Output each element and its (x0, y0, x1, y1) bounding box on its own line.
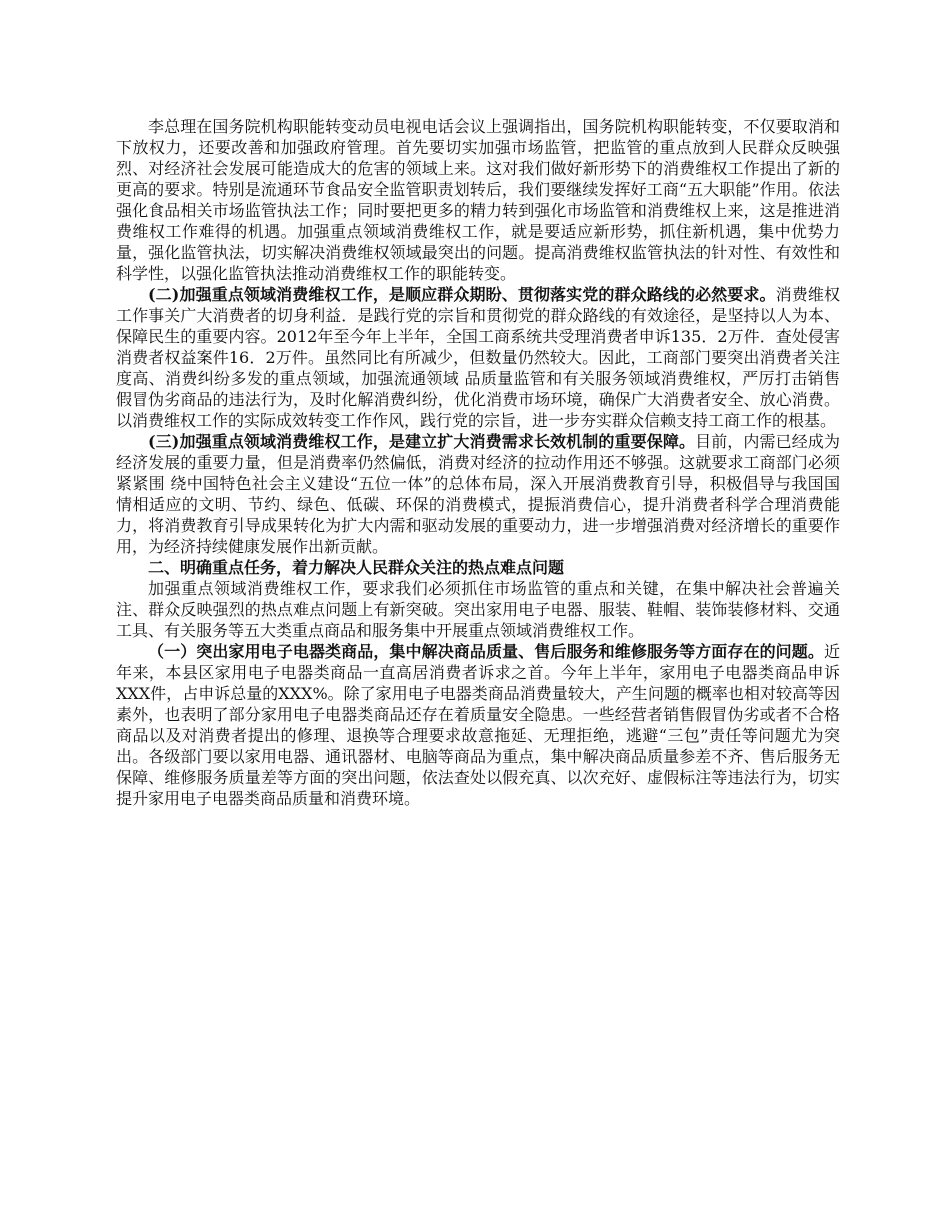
paragraph-body: 近年来，本县区家用电子电器类商品一直高居消费者诉求之首。今年上半年，家用电子电器类商品申诉XXX件，占申诉总量的XXX%。除了家用电子电器类商品消费量较大，产生问题的概率也相对较高等因素外，也表明了部分家用电子电器类商品还存在着质量安全隐患。一些经营者销售假冒伪劣或者不合格商品以及对消费者提出的修理、退换等合理要求故意拖延、无理拒绝，逃避“三包”责任等问题尤为突出。各级部门要以家用电器、通讯器材、电脑等商品为重点，集中解决商品质量参差不齐、售后服务无保障、维修服务质量差等方面的突出问题，依法查处以假充真、以次充好、虚假标注等违法行为，切实提升家用电子电器类商品质量和消费环境。 (116, 642, 840, 808)
paragraph-lead-heading: （一）突出家用电子电器类商品，集中解决商品质量、售后服务和维修服务等方面存在的问题。 (148, 642, 824, 661)
paragraph-body: 消费维权工作事关广大消费者的切身利益．是践行党的宗旨和贯彻党的群众路线的有效途径，是坚持以人为本、保障民生的重要内容。2012年至今年上半年，全国工商系统共受理消费者申诉135．2万件．查处侵害消费者权益案件16．2万件。虽然同比有所减少，但数量仍然较大。因此，工商部门要突出消费者关注度高、消费纠纷多发的重点领域，加强流通领域 品质量监管和有关服务领域消费维权，严厉打击销售 假冒伪劣商品的违法行为，及时化解消费纠纷，优化消费市场环境，确保广大消费者安全、放心消费。以消费维权工作的实际成效转变工作作风，践行党的宗旨，进一步夯实群众信赖支持工商工作的根基。 (116, 285, 840, 430)
paragraph-lead-heading: (三)加强重点领域消费维权工作，是建立扩大消费需求长效机制的重要保障。 (148, 432, 696, 451)
paragraph-subsection-1 (116, 641, 840, 809)
document-page (116, 116, 840, 809)
paragraph-body: 目前，内需已经成为经济发展的重要力量，但是消费率仍然偏低，消费对经济的拉动作用还不够强。这就要求工商部门必须紧紧围 绕中国特色社会主义建设“五位一体”的总体布局，深入开展消费教育引导，积极倡导与我国国情相适应的文明、节约、绿色、低碳、环保的消费模式，提振消费信心，提升消费者科学合理消费能力，将消费教育引导成果转化为扩大内需和驱动发展的重要动力，进一步增强消费对经济增长的重要作用，为经济持续健康发展作出新贡献。 (116, 432, 840, 556)
paragraph-section-3 (116, 431, 840, 557)
paragraph-intro: 李总理在国务院机构职能转变动员电视电话会议上强调指出，国务院机构职能转变，不仅要取消和下放权力，还要改善和加强政府管理。首先要切实加强市场监管，把监管的重点放到人民群众反映强烈、对经济社会发展可能造成大的危害的领域上来。这对我们做好新形势下的消费维权工作提出了新的更高的要求。特别是流通环节食品安全监管职责划转后，我们要继续发挥好工商“五大职能”作用。依法强化食品相关市场监管执法工作；同时要把更多的精力转到强化市场监管和消费维权上来，这是推进消费维权工作难得的机遇。加强重点领域消费维权工作，就是要适应新形势，抓住新机遇，集中优势力量，强化监管执法，切实解决消费维权领域最突出的问题。提高消费维权监管执法的针对性、有效性和科学性，以强化监管执法推动消费维权工作的职能转变。 (116, 117, 840, 283)
paragraph-lead-heading: (二)加强重点领域消费维权工作，是顺应群众期盼、贯彻落实党的群众路线的必然要求。 (148, 285, 776, 304)
section-heading: 二、明确重点任务，着力解决人民群众关注的热点难点问题 (148, 558, 565, 577)
paragraph-section-intro: 加强重点领域消费维权工作，要求我们必须抓住市场监管的重点和关键，在集中解决社会普遍关注、群众反映强烈的热点难点问题上有新突破。突出家用电子电器、服装、鞋帽、装饰装修材料、交通 工具、有关服务等五大类重点商品和服务集中开展重点领域消费维权工作。 (116, 579, 840, 640)
paragraph-section-2 (116, 284, 840, 431)
